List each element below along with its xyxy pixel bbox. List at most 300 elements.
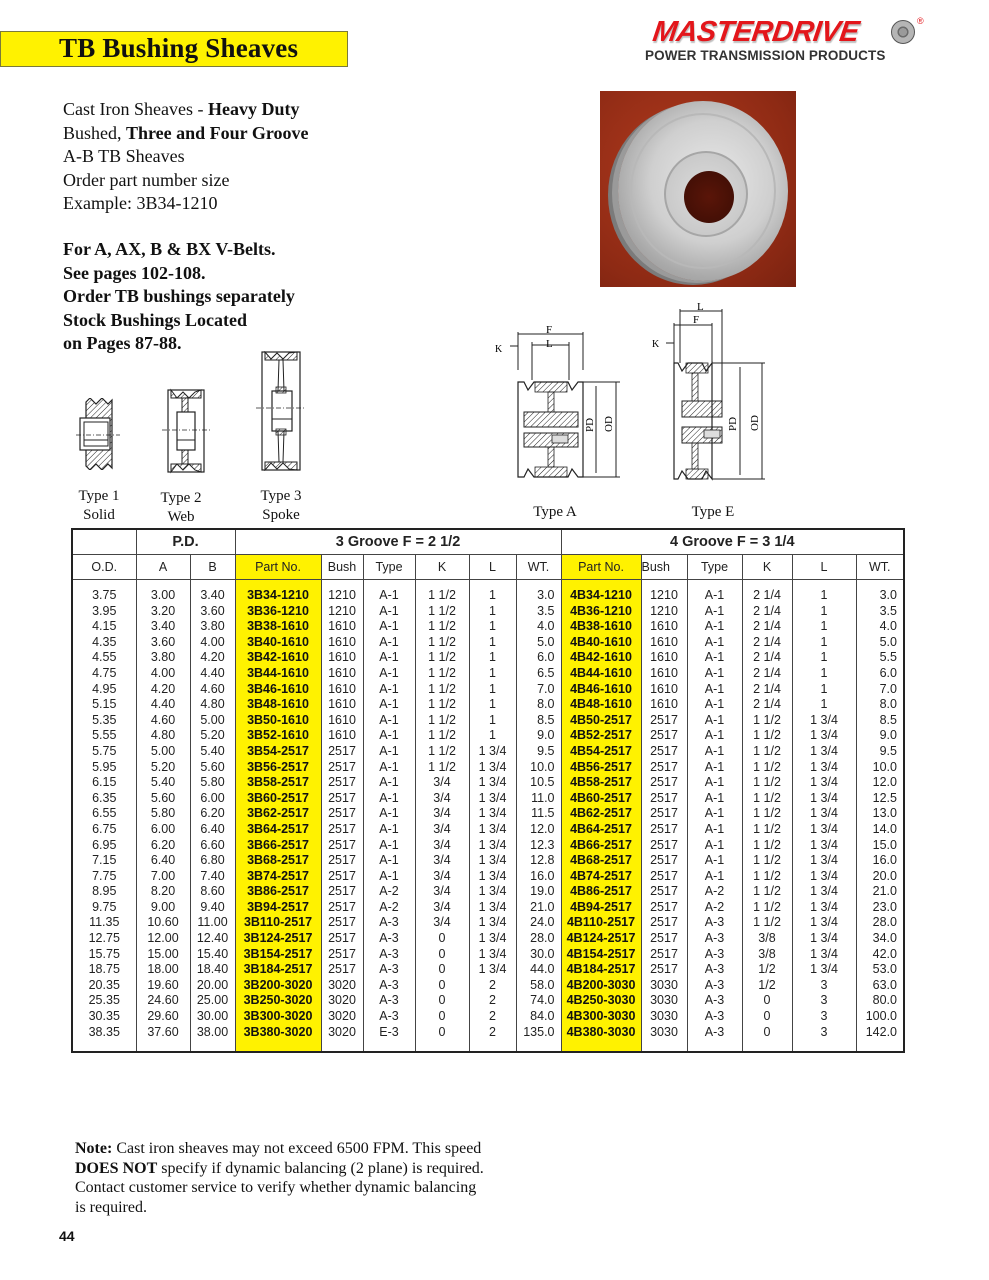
table-cell: 5.35: [72, 713, 136, 729]
table-cell: A-1: [687, 760, 742, 776]
table-cell: 5.00: [136, 744, 190, 760]
table-cell: 2517: [641, 791, 687, 807]
table-cell: 53.0: [856, 962, 904, 978]
table-cell: 15.75: [72, 947, 136, 963]
table-cell: 1 3/4: [469, 760, 516, 776]
table-cell: A-1: [687, 604, 742, 620]
table-cell: 3B34-1210: [235, 588, 321, 604]
table-cell: 4.00: [136, 666, 190, 682]
table-cell: 1: [469, 728, 516, 744]
table-cell: 3B64-2517: [235, 822, 321, 838]
table-cell: A-2: [687, 884, 742, 900]
table-cell: 2517: [641, 806, 687, 822]
table-cell: 11.0: [516, 791, 561, 807]
table-cell: 3/4: [415, 900, 469, 916]
table-cell: A-1: [687, 728, 742, 744]
table-cell: 0: [742, 993, 792, 1009]
table-cell: 16.0: [516, 869, 561, 885]
table-cell: 7.0: [516, 682, 561, 698]
table-cell: 4B40-1610: [561, 635, 641, 651]
table-cell: 14.0: [856, 822, 904, 838]
table-cell: 3B48-1610: [235, 697, 321, 713]
table-cell: 1 1/2: [415, 697, 469, 713]
table-cell: A-1: [363, 650, 415, 666]
col-4g-type: Type: [687, 555, 742, 580]
table-cell: 21.0: [516, 900, 561, 916]
table-cell: 3/8: [742, 947, 792, 963]
table-cell: 1610: [321, 713, 363, 729]
table-cell: 3B56-2517: [235, 760, 321, 776]
table-cell: 15.00: [136, 947, 190, 963]
table-cell: 25.35: [72, 993, 136, 1009]
svg-text:K: K: [495, 344, 503, 355]
table-cell: 2517: [641, 884, 687, 900]
table-cell: 1610: [321, 697, 363, 713]
table-cell: 4B54-2517: [561, 744, 641, 760]
table-cell: 0: [415, 947, 469, 963]
table-cell: 1: [792, 666, 856, 682]
table-row: [72, 682, 904, 698]
table-row: [72, 713, 904, 729]
table-cell: 1 1/2: [742, 806, 792, 822]
table-cell: 24.0: [516, 915, 561, 931]
table-cell: 4B86-2517: [561, 884, 641, 900]
table-cell: 12.40: [190, 931, 235, 947]
table-cell: 3.5: [856, 604, 904, 620]
intro-line-5: Example: 3B34-1210: [63, 193, 218, 213]
table-cell: 6.40: [190, 822, 235, 838]
table-cell: 1: [792, 650, 856, 666]
table-cell: 4.20: [190, 650, 235, 666]
table-cell: 2517: [321, 947, 363, 963]
table-cell: 7.40: [190, 869, 235, 885]
four-groove-group-header: 4 Groove F = 3 1/4: [561, 529, 904, 555]
table-cell: 6.40: [136, 853, 190, 869]
table-cell: 9.5: [856, 744, 904, 760]
table-cell: 9.0: [856, 728, 904, 744]
table-row: [72, 947, 904, 963]
table-cell: 6.20: [136, 838, 190, 854]
svg-text:L: L: [697, 303, 704, 313]
table-cell: 3B58-2517: [235, 775, 321, 791]
table-cell: 3/4: [415, 884, 469, 900]
table-cell: 0: [415, 931, 469, 947]
table-cell: 3/8: [742, 931, 792, 947]
table-cell: 3B50-1610: [235, 713, 321, 729]
table-cell: 1610: [641, 682, 687, 698]
table-cell: 3.80: [190, 619, 235, 635]
table-cell: 3B60-2517: [235, 791, 321, 807]
table-cell: 9.40: [190, 900, 235, 916]
table-cell: 4B50-2517: [561, 713, 641, 729]
table-cell: 6.60: [190, 838, 235, 854]
type-3-spoke-drawing-icon: [256, 351, 306, 471]
table-cell: 11.5: [516, 806, 561, 822]
table-cell: 3030: [641, 978, 687, 994]
table-cell: 1 1/2: [742, 838, 792, 854]
table-cell: 80.0: [856, 993, 904, 1009]
belt-and-bushing-notes: [63, 238, 295, 356]
table-cell: 1 1/2: [415, 713, 469, 729]
table-cell: 8.95: [72, 884, 136, 900]
table-cell: A-1: [363, 853, 415, 869]
table-row: [72, 822, 904, 838]
table-cell: 2517: [321, 931, 363, 947]
table-cell: 2517: [321, 760, 363, 776]
table-cell: 1610: [321, 728, 363, 744]
table-cell: 3020: [321, 1009, 363, 1025]
table-cell: 1: [792, 588, 856, 604]
table-cell: 6.75: [72, 822, 136, 838]
table-cell: A-1: [363, 869, 415, 885]
table-cell: 1 1/2: [415, 635, 469, 651]
table-cell: 2517: [641, 853, 687, 869]
table-cell: 1210: [321, 588, 363, 604]
table-cell: 1 1/2: [415, 728, 469, 744]
table-cell: A-1: [363, 588, 415, 604]
table-cell: 1: [469, 650, 516, 666]
table-cell: 3B38-1610: [235, 619, 321, 635]
table-cell: 2: [469, 1025, 516, 1041]
table-cell: 3030: [641, 993, 687, 1009]
table-cell: 0: [415, 1009, 469, 1025]
table-cell: 1610: [641, 650, 687, 666]
table-cell: 3/4: [415, 853, 469, 869]
table-cell: 4B36-1210: [561, 604, 641, 620]
table-cell: A-1: [687, 650, 742, 666]
table-cell: A-1: [363, 619, 415, 635]
table-cell: 3020: [321, 1025, 363, 1041]
col-4g-bush: Bush: [641, 555, 687, 580]
table-cell: 3B62-2517: [235, 806, 321, 822]
table-cell: 4.55: [72, 650, 136, 666]
table-cell: 5.95: [72, 760, 136, 776]
table-cell: 20.00: [190, 978, 235, 994]
table-cell: 2517: [641, 838, 687, 854]
table-cell: A-1: [687, 791, 742, 807]
table-cell: 2517: [641, 931, 687, 947]
table-row: [72, 962, 904, 978]
table-cell: 37.60: [136, 1025, 190, 1041]
table-cell: 4B184-2517: [561, 962, 641, 978]
type-a-dimension-drawing-icon: [490, 320, 630, 485]
table-cell: 1: [792, 619, 856, 635]
table-cell: 1 1/2: [415, 682, 469, 698]
table-cell: 4.0: [516, 619, 561, 635]
table-cell: 1 3/4: [469, 806, 516, 822]
table-body: [72, 580, 904, 1053]
table-cell: 2517: [321, 806, 363, 822]
footnote: Note: Cast iron sheaves may not exceed 6500 FPM. This speed DOES NOT specify if dynamic balancing (2 plane) is required. Contact customer service to verify whether dynamic balancing is required.: [75, 1140, 484, 1216]
table-cell: 0: [742, 1009, 792, 1025]
table-cell: 1 3/4: [469, 962, 516, 978]
table-cell: 1 1/2: [742, 915, 792, 931]
table-cell: 1610: [321, 650, 363, 666]
table-cell: 1: [792, 604, 856, 620]
table-cell: 2517: [641, 962, 687, 978]
table-cell: 28.0: [516, 931, 561, 947]
table-cell: 1 3/4: [469, 744, 516, 760]
table-cell: A-3: [687, 931, 742, 947]
table-cell: 1 3/4: [792, 775, 856, 791]
table-cell: 6.5: [516, 666, 561, 682]
table-cell: 1 3/4: [469, 838, 516, 854]
table-cell: A-1: [687, 588, 742, 604]
table-cell: 13.0: [856, 806, 904, 822]
table-cell: 3/4: [415, 838, 469, 854]
table-cell: 4B44-1610: [561, 666, 641, 682]
table-cell: A-1: [363, 775, 415, 791]
table-cell: 6.35: [72, 791, 136, 807]
table-cell: 1: [792, 682, 856, 698]
table-cell: 3B380-3020: [235, 1025, 321, 1041]
table-cell: 3B40-1610: [235, 635, 321, 651]
table-cell: 84.0: [516, 1009, 561, 1025]
table-cell: 1 3/4: [469, 947, 516, 963]
table-cell: 2 1/4: [742, 619, 792, 635]
note-line: For A, AX, B & BX V-Belts.: [63, 239, 276, 259]
svg-text:OD: OD: [749, 415, 761, 431]
table-cell: 3.60: [190, 604, 235, 620]
table-cell: 2517: [641, 728, 687, 744]
table-row: [72, 791, 904, 807]
table-cell: A-1: [363, 760, 415, 776]
intro-line-2: Bushed, Three and Four Groove: [63, 122, 309, 143]
table-cell: 5.60: [190, 760, 235, 776]
col-3g-l: L: [469, 555, 516, 580]
table-row: [72, 1009, 904, 1025]
table-cell: 0: [415, 962, 469, 978]
table-cell: A-2: [363, 900, 415, 916]
table-cell: 11.00: [190, 915, 235, 931]
col-3g-part-no: Part No.: [235, 555, 321, 580]
table-cell: 4.60: [190, 682, 235, 698]
table-cell: 1/2: [742, 962, 792, 978]
table-cell: A-1: [363, 806, 415, 822]
table-cell: A-1: [363, 604, 415, 620]
table-cell: 15.0: [856, 838, 904, 854]
table-cell: 0: [415, 993, 469, 1009]
table-cell: 4B46-1610: [561, 682, 641, 698]
table-cell: 1 3/4: [792, 962, 856, 978]
table-cell: 2517: [641, 900, 687, 916]
table-row: [72, 775, 904, 791]
table-cell: 5.55: [72, 728, 136, 744]
column-header-row: [72, 555, 904, 580]
table-cell: 1 3/4: [469, 900, 516, 916]
table-cell: 1: [469, 588, 516, 604]
table-cell: 2 1/4: [742, 682, 792, 698]
table-cell: 3B52-1610: [235, 728, 321, 744]
table-cell: 4.60: [136, 713, 190, 729]
table-row: [72, 884, 904, 900]
table-cell: A-3: [687, 962, 742, 978]
table-cell: 3B86-2517: [235, 884, 321, 900]
pulley-wheel-icon: [891, 20, 915, 44]
table-cell: 6.15: [72, 775, 136, 791]
table-cell: 1610: [641, 666, 687, 682]
table-cell: A-1: [687, 697, 742, 713]
table-cell: 0: [415, 1025, 469, 1041]
table-cell: 1 3/4: [792, 713, 856, 729]
table-cell: 3/4: [415, 915, 469, 931]
table-cell: 38.00: [190, 1025, 235, 1041]
table-cell: 30.00: [190, 1009, 235, 1025]
table-cell: 1 1/2: [742, 775, 792, 791]
table-cell: 4B34-1210: [561, 588, 641, 604]
table-cell: 2 1/4: [742, 604, 792, 620]
table-cell: 1 1/2: [415, 666, 469, 682]
table-cell: 5.80: [190, 775, 235, 791]
table-cell: 1610: [321, 666, 363, 682]
table-cell: 3.20: [136, 604, 190, 620]
table-cell: 4B66-2517: [561, 838, 641, 854]
table-cell: 4B110-2517: [561, 915, 641, 931]
type-2-web-drawing-icon: [162, 388, 210, 474]
table-row: [72, 604, 904, 620]
three-groove-group-header: 3 Groove F = 2 1/2: [235, 529, 561, 555]
table-cell: 6.55: [72, 806, 136, 822]
col-4g-wt: WT.: [856, 555, 904, 580]
table-cell: A-1: [687, 775, 742, 791]
table-cell: 4B42-1610: [561, 650, 641, 666]
table-cell: 2: [469, 993, 516, 1009]
table-cell: A-3: [687, 1009, 742, 1025]
table-cell: 3/4: [415, 869, 469, 885]
table-cell: 12.8: [516, 853, 561, 869]
table-cell: 3.0: [856, 588, 904, 604]
table-cell: 3B300-3020: [235, 1009, 321, 1025]
table-cell: 3B46-1610: [235, 682, 321, 698]
table-cell: 0: [742, 1025, 792, 1041]
table-cell: 3B94-2517: [235, 900, 321, 916]
type-e-dimension-drawing-icon: [650, 303, 780, 483]
svg-text:L: L: [546, 338, 553, 350]
table-cell: 1610: [321, 682, 363, 698]
table-cell: 3020: [321, 993, 363, 1009]
table-cell: 5.0: [856, 635, 904, 651]
table-cell: 24.60: [136, 993, 190, 1009]
table-cell: 1 1/2: [415, 650, 469, 666]
table-cell: 3B54-2517: [235, 744, 321, 760]
table-cell: 2 1/4: [742, 635, 792, 651]
table-cell: 2517: [641, 760, 687, 776]
table-row: [72, 635, 904, 651]
table-cell: 10.0: [856, 760, 904, 776]
col-3g-k: K: [415, 555, 469, 580]
table-cell: 1 3/4: [469, 775, 516, 791]
table-cell: 4B56-2517: [561, 760, 641, 776]
table-row: [72, 728, 904, 744]
page-title-banner: [0, 31, 348, 67]
table-row: [72, 993, 904, 1009]
table-cell: 4B64-2517: [561, 822, 641, 838]
table-cell: A-3: [363, 931, 415, 947]
table-cell: 18.75: [72, 962, 136, 978]
table-cell: 12.00: [136, 931, 190, 947]
table-cell: A-3: [687, 1025, 742, 1041]
table-cell: A-1: [363, 791, 415, 807]
table-cell: 4B300-3030: [561, 1009, 641, 1025]
table-cell: A-1: [363, 682, 415, 698]
col-a: A: [136, 555, 190, 580]
table-row: [72, 697, 904, 713]
table-cell: 18.40: [190, 962, 235, 978]
table-cell: 3.75: [72, 588, 136, 604]
table-cell: 74.0: [516, 993, 561, 1009]
table-cell: 8.5: [856, 713, 904, 729]
table-cell: 2 1/4: [742, 588, 792, 604]
table-cell: 4B60-2517: [561, 791, 641, 807]
table-cell: 1610: [641, 619, 687, 635]
table-cell: 1: [469, 635, 516, 651]
intro-line-1: Cast Iron Sheaves - Heavy Duty: [63, 99, 300, 119]
col-4g-l: L: [792, 555, 856, 580]
table-cell: A-3: [363, 947, 415, 963]
table-cell: 1 3/4: [792, 728, 856, 744]
note-line: on Pages 87-88.: [63, 333, 182, 353]
svg-text:PD: PD: [584, 417, 596, 432]
table-cell: 4B52-2517: [561, 728, 641, 744]
table-cell: 3.80: [136, 650, 190, 666]
table-cell: 3B184-2517: [235, 962, 321, 978]
table-cell: 29.60: [136, 1009, 190, 1025]
svg-text:K: K: [652, 339, 660, 350]
table-cell: 5.40: [190, 744, 235, 760]
table-cell: 1 1/2: [742, 713, 792, 729]
table-cell: 3B36-1210: [235, 604, 321, 620]
table-cell: A-1: [687, 635, 742, 651]
table-cell: 20.0: [856, 869, 904, 885]
table-cell: 12.0: [516, 822, 561, 838]
group-header-row: [72, 529, 904, 555]
table-cell: 2517: [321, 884, 363, 900]
intro-line-3: A-B TB Sheaves: [63, 146, 185, 166]
table-cell: 1 3/4: [469, 884, 516, 900]
table-cell: 30.0: [516, 947, 561, 963]
table-cell: A-3: [687, 978, 742, 994]
table-cell: A-1: [687, 619, 742, 635]
table-cell: 5.20: [190, 728, 235, 744]
table-cell: 3.40: [190, 588, 235, 604]
table-cell: 19.0: [516, 884, 561, 900]
table-cell: 1610: [641, 697, 687, 713]
table-cell: 10.0: [516, 760, 561, 776]
table-cell: A-1: [687, 744, 742, 760]
table-cell: 2 1/4: [742, 697, 792, 713]
table-cell: 1 3/4: [469, 931, 516, 947]
table-cell: A-1: [363, 635, 415, 651]
table-cell: E-3: [363, 1025, 415, 1041]
table-cell: 9.0: [516, 728, 561, 744]
table-cell: 1: [469, 682, 516, 698]
table-cell: 3: [792, 993, 856, 1009]
table-cell: 2517: [321, 869, 363, 885]
table-cell: 1 3/4: [792, 947, 856, 963]
svg-text:F: F: [693, 314, 700, 326]
table-cell: 5.80: [136, 806, 190, 822]
table-cell: 4B62-2517: [561, 806, 641, 822]
table-cell: 4.80: [136, 728, 190, 744]
table-cell: 6.00: [190, 791, 235, 807]
table-cell: 10.60: [136, 915, 190, 931]
table-cell: 1: [469, 666, 516, 682]
table-cell: 4.80: [190, 697, 235, 713]
table-cell: 58.0: [516, 978, 561, 994]
table-cell: 4B250-3030: [561, 993, 641, 1009]
table-cell: A-1: [363, 744, 415, 760]
page-number: 44: [59, 1228, 75, 1244]
